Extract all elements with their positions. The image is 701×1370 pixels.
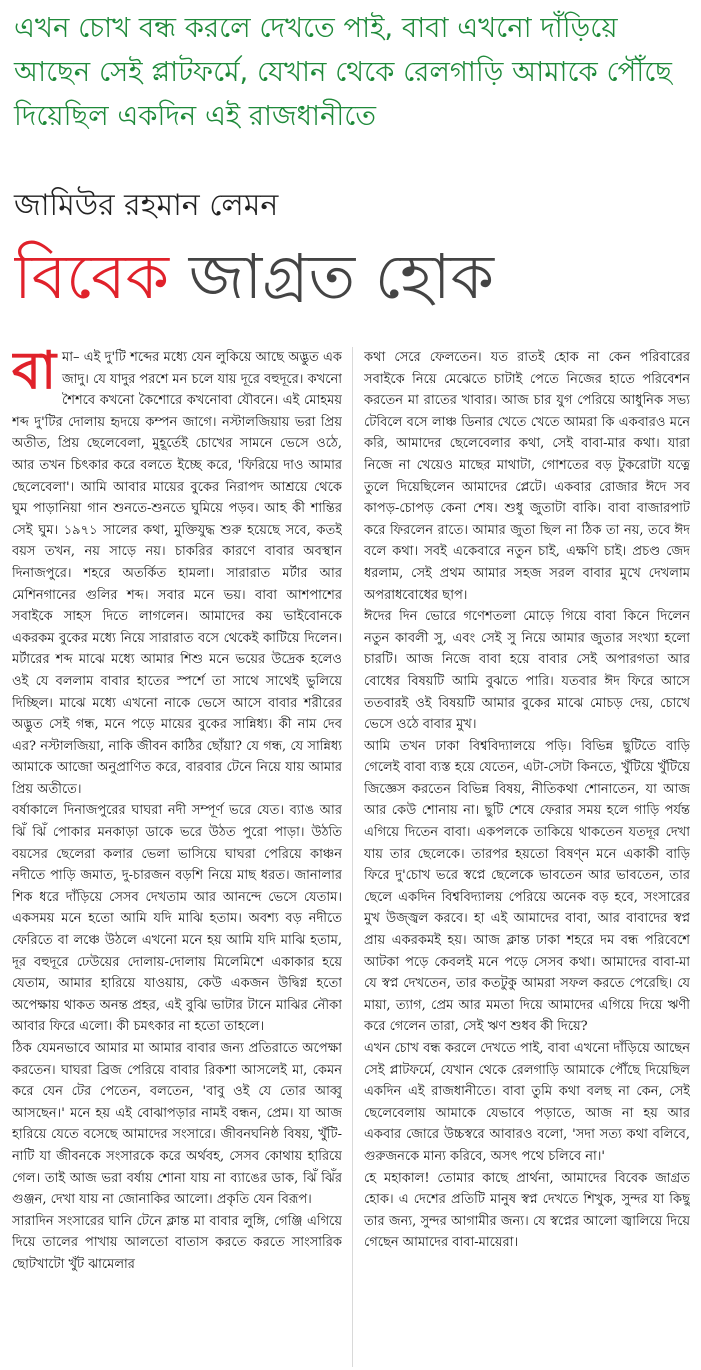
paragraph: ঠিক যেমনভাবে আমার মা আমার বাবার জন্য প্রতিরাতে অপেক্ষা করতেন। ঘাঘরা ব্রিজ পেরিয়ে বাবার রিকশা আসলেই মা, কেমন করে যেন টের পেতেন, বলতেন, 'বাবু ওই যে তোর আব্বু আসছেন।' মনে হয় এই বোঝাপড়ার নামই বন্ধন, প্রেম। যা আজ হারিয়ে যেতে বসেছে আমাদের সংসারে। জীবনঘনিষ্ঠ বিষয়, খুঁটি-নাটি যা জীবনকে সংসারকে করে অর্থবহ, সেসব কোথায় হারিয়ে গেল। তাই আজ ভরা বর্ষায় শোনা যায় না ব্যাঙের ডাক, ঝিঁ ঝিঁর গুঞ্জন, দেখা যায় না জোনাকির আলো। প্রকৃতি যেন বিরূপ। — [12, 1041, 342, 1208]
paragraph: ঈদের দিন ভোরে গণেশতলা মোড়ে গিয়ে বাবা কিনে দিলেন নতুন কাবলী সু, এবং সেই সু নিয়ে আমার জুতার সংখ্যা হলো চারটি। আজ নিজে বাবা হয়ে বাবার সেই অপারগতা আর বোধের বিষয়টি আমি বুঝতে পারি। যতবার ঈদ ফিরে আসে ততবারই ওই বিষয়টি আমার বুকের মাঝে মোচড় দেয়, চোখে ভেসে ওঠে বাবার মুখ। — [364, 609, 690, 733]
paragraph: মা– এই দু'টি শব্দের মধ্যে যেন লুকিয়ে আছে অদ্ভুত এক জাদু। যে যাদুর পরশে মন চলে যায় দূরে বহুদূরে। কখনো শৈশবে কখনো কৈশোরে কখনোবা যৌবনে। এই মোহময় শব্দ দু'টির দোলায় হৃদয়ে কম্পন জাগে। নস্টালজিয়ায় ভরা প্রিয় অতীত, প্রিয় ছেলেবেলা, মুহূর্তেই চোখের সামনে ভেসে ওঠে, আর তখন চিৎকার করে বলতে ইচ্ছে করে, 'ফিরিয়ে দাও আমার ছেলেবেলা'। আমি আবার মায়ের বুকের নিরাপদ আশ্রয়ে থেকে ঘুম পাড়ানিয়া গান শুনতে-শুনতে ঘুমিয়ে পড়ব। আহ কী শান্তির সেই ঘুম। ১৯৭১ সালের কথা, মুক্তিযুদ্ধ শুরু হয়েছে সবে, কতই বয়স তখন, নয় সাড়ে নয়। চাকরির কারণে বাবার অবস্থান দিনাজপুরে। শহরে অতর্কিত হামলা। সারারাত মর্টার আর মেশিনগানের গুলির শব্দ। সবার মনে ভয়। বাবা আশপাশের সবাইকে সাহস দিতে লাগলেন। আমাদের কয় ভাইবোনকে একরকম বুকের মধ্যে নিয়ে সারারাত বসে থেকেই কাটিয়ে দিলেন। মর্টারের শব্দ মাঝে মধ্যে আমার শিশু মনে ভয়ের উদ্রেক হলেও ওই যে বললাম বাবার হাতের স্পর্শে তা সাথে সাথেই ভুলিয়ে দিচ্ছিল। মাঝে মধ্যে এখনো নাকে ভেসে আসে বাবার শরীরের অদ্ভুত সেই গন্ধ, মনে পড়ে মায়ের বুকের সান্নিধ্য। কী নাম দেব এর? নস্টালজিয়া, নাকি জীবন কাঠির ছোঁয়া? যে গন্ধ, যে সান্নিধ্য আমাকে আজো অনুপ্রাণিত করে, বারবার টেনে নিয়ে যায় আমার প্রিয় অতীতে। — [12, 350, 342, 797]
paragraph: সারাদিন সংসারের ঘানি টেনে ক্লান্ত মা বাবার লুঙ্গি, গেঞ্জি এগিয়ে দিয়ে তালের পাখায় আলতো বাতাস করতে করতে সাংসারিক ছোটখাটো খুঁট ঝামেলার — [12, 1213, 342, 1272]
article-column-right — [364, 347, 690, 1367]
column-divider — [352, 347, 353, 1367]
article-column-left — [12, 347, 342, 1367]
article-headline — [14, 232, 694, 322]
article-kicker: এখন চোখ বন্ধ করলে দেখতে পাই, বাবা এখনো দাঁড়িয়ে আছেন সেই প্লাটফর্মে, যেখান থেকে রেলগাড়ি আমাকে পৌঁছে দিয়েছিল একদিন এই রাজধানীতে — [14, 12, 672, 132]
paragraph: কথা সেরে ফেলতেন। যত রাতই হোক না কেন পরিবারের সবাইকে নিয়ে মেঝেতে চাটাই পেতে নিজের হাতে পরিবেশন করতেন মা রাতের খাবার। আজ চার যুগ পেরিয়ে আধুনিক সভ্য টেবিলে বসে লাঞ্চ ডিনার খেতে খেতে আমরা কি একবারও মনে করি, আমাদের ছেলেবেলার কথা, সেই বাবা-মার কথা। যারা নিজে না খেয়েও মাছের মাথাটা, গোশতের বড় টুকরোটা যত্নে তুলে দিয়েছিলেন আমাদের প্লেটে। একবার রোজার ঈদে সব কাপড়-চোপড় কেনা শেষ। শুধু জুতাটা বাকি। বাবা বাজারপাট করে ফিরলেন রাতে। আমার জুতা ছিল না ঠিক তা নয়, তবে ঈদ বলে কথা। সবই একেবারে নতুন চাই, এক্ষণি চাই। প্রচণ্ড জেদ ধরলাম, সেই প্রথম আমার সহজ সরল বাবার মুখে দেখলাম অপরাধবোধের ছাপ। — [364, 350, 690, 603]
headline-accent: বিবেক — [14, 240, 170, 313]
drop-cap: বা — [12, 347, 57, 401]
author-byline: জামিউর রহমান লেমন — [14, 188, 279, 223]
paragraph: বর্ষাকালে দিনাজপুরের ঘাঘরা নদী সম্পূর্ণ ভরে যেত। ব্যাঙ আর ঝিঁ ঝিঁ পোকার মনকাড়া ডাকে ভরে উঠত পুরো পাড়া। উঠতি বয়সের ছেলেরা কলার ভেলা ভাসিয়ে ঘাঘরা পেরিয়ে কাঞ্চন নদীতে পাড়ি জমাত, দু-চারজন বড়শি নিয়ে মাছ ধরত। জানালার শিক ধরে দাঁড়িয়ে সেসব দেখতাম আর আনন্দে ভেসে যেতাম। একসময় মনে হতো আমি যদি মাঝি হতাম। অবশ্য বড় নদীতে ফেরিতে বা লঞ্চে উঠলে এখনো মনে হয় আমি যদি মাঝি হতাম, দূর বহুদূরে ঢেউয়ের দোলায়-দোলায় মিলেমিশে একাকার হয়ে যেতাম, আমার হারিয়ে যাওয়ায়, কেউ একজন উদ্বিগ্ন হতো অপেক্ষায় থাকত অনন্ত প্রহর, এই বুঝি ভাটার টানে মাঝির নৌকা আবার ফিরে এলো। কী চমৎকার না হতো তাহলে। — [12, 803, 342, 1035]
paragraph: আমি তখন ঢাকা বিশ্ববিদ্যালয়ে পড়ি। বিভিন্ন ছুটিতে বাড়ি গেলেই বাবা ব্যস্ত হয়ে যেতেন, এটা-সেটা কিনতে, খুঁটিয়ে খুঁটিয়ে জিজ্ঞেস করতেন বিভিন্ন বিষয়, নীতিকথা শোনাতেন, যা আজ আর কেউ শোনায় না। ছুটি শেষে ফেরার সময় হলে গাড়ি পর্যন্ত এগিয়ে দিতেন বাবা। একপলকে তাকিয়ে থাকতেন যতদূর দেখা যায় তার ছেলেকে। তারপর হয়তো বিষণ্ন মনে একাকী বাড়ি ফিরে দু'চোখ ভরে স্বপ্নে ছেলেকে ভাবতেন আর ভাবতেন, তার ছেলে একদিন বিশ্ববিদ্যালয় পেরিয়ে অনেক বড় হবে, সংসারের মুখ উজ্জ্বল করবে। হা এই আমাদের বাবা, আর বাবাদের স্বপ্ন প্রায় একরকমই হয়। আজ ক্লান্ত ঢাকা শহরে দম বন্ধ পরিবেশে আটকা পড়ে কেবলই মনে পড়ে সেসব কথা। আমাদের বাবা-মা যে স্বপ্ন দেখতেন, তার কতটুকু আমরা সফল করতে পেরেছি। যে মায়া, ত্যাগ, প্রেম আর মমতা দিয়ে আমাদের এগিয়ে দিয়ে ঋণী করে গেলেন তারা, সেই ঋণ শুধব কী দিয়ে? — [364, 738, 690, 1035]
headline-main: জাগ্রত হোক — [188, 240, 494, 313]
paragraph: হে মহাকাল! তোমার কাছে প্রার্থনা, আমাদের বিবেক জাগ্রত হোক। এ দেশের প্রতিটি মানুষ স্বপ্ন দেখতে শিখুক, সুন্দর যা কিছু তার জন্য, সুন্দর আগামীর জন্য। যে স্বপ্নের আলো জ্বালিয়ে দিয়ে গেছেন আমাদের বাবা-মায়েরা। — [364, 1170, 690, 1251]
paragraph: এখন চোখ বন্ধ করলে দেখতে পাই, বাবা এখনো দাঁড়িয়ে আছেন সেই প্লাটফর্মে, যেখান থেকে রেলগাড়ি আমাকে পৌঁছে দিয়েছিল একদিন এই রাজধানীতে। বাবা তুমি কথা বলছ না কেন, সেই ছেলেবেলায় আমাকে যেভাবে পড়াতে, আজ না হয় আর একবার জোরে উচ্চস্বরে আবারও বলো, 'সদা সত্য কথা বলিবে, গুরুজনকে মান্য করিবে, অসৎ পথে চলিবে না।' — [364, 1041, 690, 1164]
